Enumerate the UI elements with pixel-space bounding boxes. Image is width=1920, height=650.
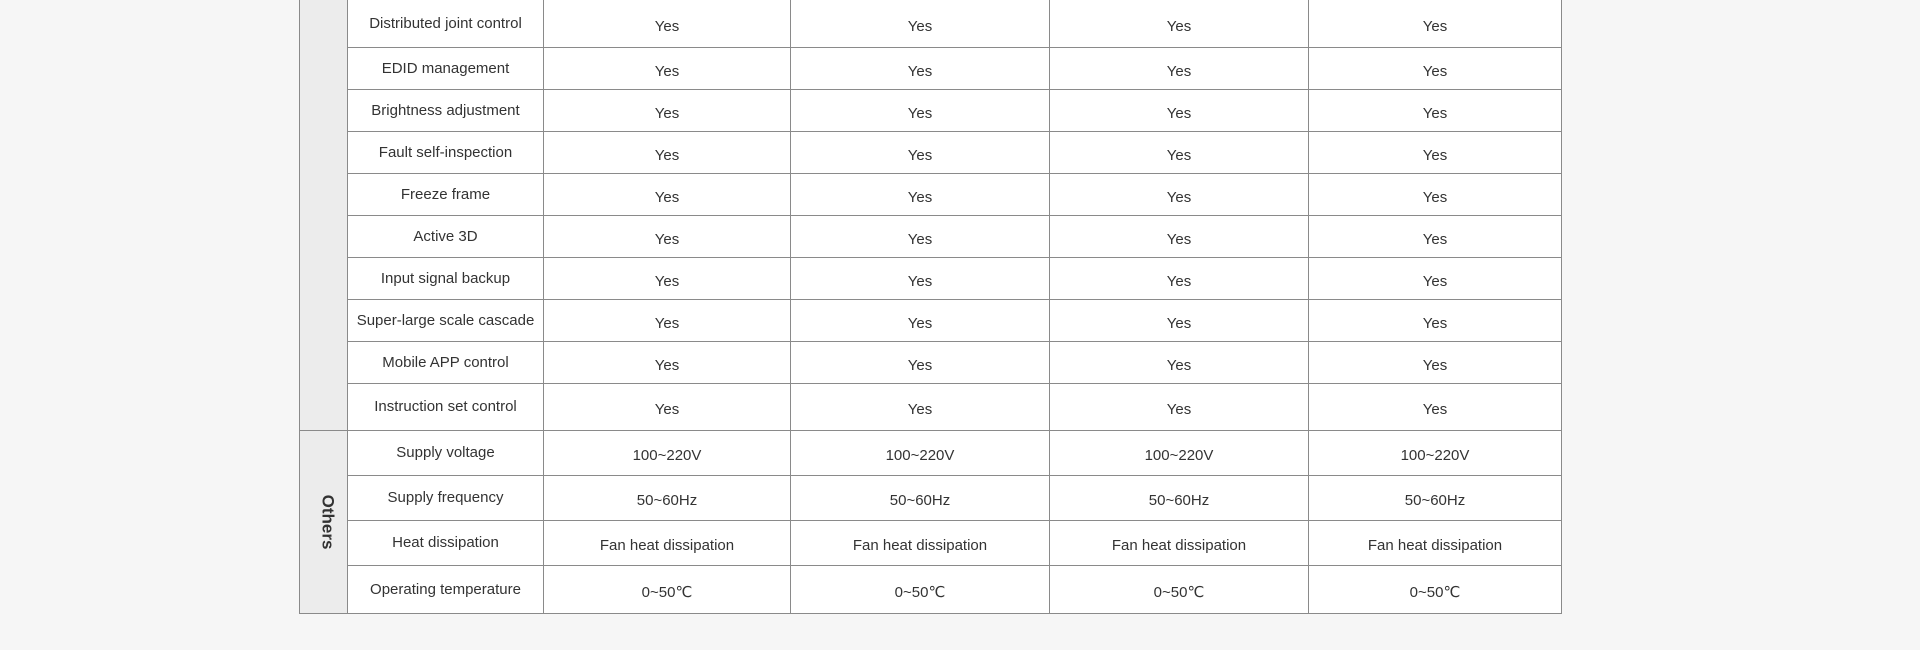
row-label: Supply voltage (348, 430, 544, 475)
cell-value: Yes (544, 89, 791, 131)
cell-value: 0~50℃ (791, 565, 1050, 613)
table-row (300, 173, 1562, 215)
cell-value: 50~60Hz (544, 475, 791, 520)
row-label: Supply frequency (348, 475, 544, 520)
cell-value: Yes (544, 131, 791, 173)
cell-value: Yes (1309, 341, 1562, 383)
row-label: Heat dissipation (348, 520, 544, 565)
cell-value: Yes (1050, 0, 1309, 47)
group-cell-others (300, 430, 348, 613)
cell-value: Yes (791, 0, 1050, 47)
cell-value: Yes (1309, 299, 1562, 341)
cell-value: 100~220V (791, 430, 1050, 475)
cell-value: Yes (1050, 89, 1309, 131)
cell-value: Yes (544, 173, 791, 215)
cell-value: 0~50℃ (1050, 565, 1309, 613)
cell-value: Yes (791, 47, 1050, 89)
row-label: Fault self-inspection (348, 131, 544, 173)
table-row (300, 215, 1562, 257)
row-label: Instruction set control (348, 383, 544, 430)
cell-value: Yes (1309, 89, 1562, 131)
cell-value: Yes (1309, 383, 1562, 430)
cell-value: Yes (544, 47, 791, 89)
cell-value: Yes (1050, 299, 1309, 341)
cell-value: Yes (544, 215, 791, 257)
table-row (300, 520, 1562, 565)
cell-value: Yes (1309, 47, 1562, 89)
cell-value: Yes (791, 173, 1050, 215)
cell-value: Yes (1050, 383, 1309, 430)
cell-value: Fan heat dissipation (1050, 520, 1309, 565)
cell-value: Yes (544, 0, 791, 47)
cell-value: 0~50℃ (544, 565, 791, 613)
table-row (300, 341, 1562, 383)
table-row (300, 430, 1562, 475)
cell-value: 100~220V (544, 430, 791, 475)
row-label: Active 3D (348, 215, 544, 257)
cell-value: Yes (791, 341, 1050, 383)
cell-value: Fan heat dissipation (544, 520, 791, 565)
cell-value: 50~60Hz (791, 475, 1050, 520)
spec-table (299, 0, 1562, 614)
cell-value: Yes (1050, 215, 1309, 257)
group-label: Others (318, 494, 338, 549)
cell-value: Yes (791, 299, 1050, 341)
table-row (300, 257, 1562, 299)
cell-value: Yes (791, 89, 1050, 131)
row-label: Input signal backup (348, 257, 544, 299)
cell-value: Fan heat dissipation (791, 520, 1050, 565)
cell-value: 100~220V (1309, 430, 1562, 475)
cell-value: Yes (791, 215, 1050, 257)
cell-value: Yes (1050, 173, 1309, 215)
cell-value: Yes (1050, 341, 1309, 383)
cell-value: Yes (1309, 0, 1562, 47)
row-label: Freeze frame (348, 173, 544, 215)
table-row (300, 475, 1562, 520)
cell-value: Yes (791, 131, 1050, 173)
table-row (300, 565, 1562, 613)
cell-value: 50~60Hz (1050, 475, 1309, 520)
cell-value: 50~60Hz (1309, 475, 1562, 520)
cell-value: Yes (1309, 215, 1562, 257)
cell-value: Yes (544, 341, 791, 383)
cell-value: Yes (1309, 173, 1562, 215)
table-row (300, 383, 1562, 430)
cell-value: Yes (791, 383, 1050, 430)
table-row (300, 299, 1562, 341)
row-label: EDID management (348, 47, 544, 89)
table-row (300, 131, 1562, 173)
table-row (300, 89, 1562, 131)
cell-value: Yes (1309, 131, 1562, 173)
cell-value: Yes (1050, 47, 1309, 89)
cell-value: Yes (544, 257, 791, 299)
group-cell (300, 0, 348, 430)
cell-value: Yes (544, 383, 791, 430)
cell-value: Yes (1309, 257, 1562, 299)
row-label: Brightness adjustment (348, 89, 544, 131)
cell-value: Yes (1050, 257, 1309, 299)
row-label: Super-large scale cascade (348, 299, 544, 341)
cell-value: Yes (1050, 131, 1309, 173)
cell-value: 0~50℃ (1309, 565, 1562, 613)
cell-value: Yes (791, 257, 1050, 299)
row-label: Operating temperature (348, 565, 544, 613)
table-row (300, 0, 1562, 47)
cell-value: Yes (544, 299, 791, 341)
row-label: Mobile APP control (348, 341, 544, 383)
row-label: Distributed joint control (348, 0, 544, 47)
table-row (300, 47, 1562, 89)
cell-value: Fan heat dissipation (1309, 520, 1562, 565)
cell-value: 100~220V (1050, 430, 1309, 475)
